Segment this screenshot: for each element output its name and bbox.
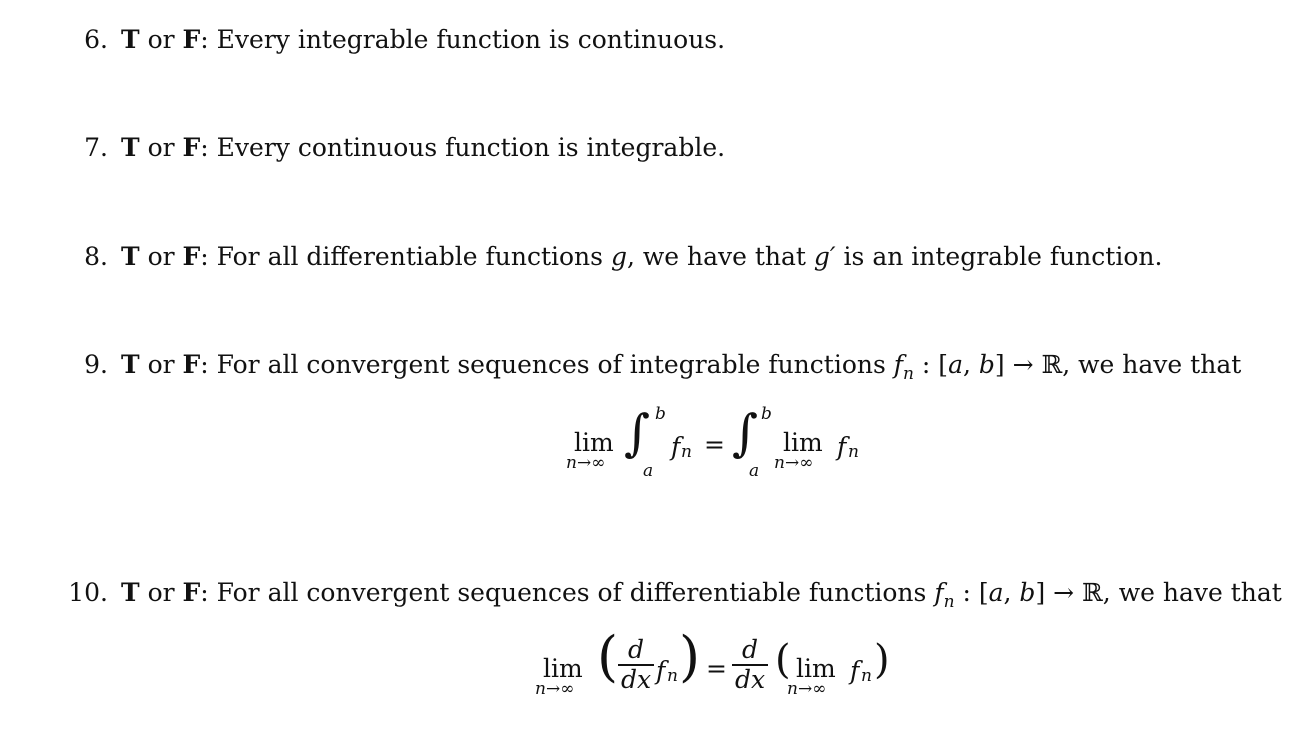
question-number: 10. (68, 578, 108, 607)
limit-subscript: n (861, 666, 872, 686)
comma: , (962, 350, 979, 379)
integral-sign: ∫ (624, 404, 651, 462)
function-subscript: n (667, 666, 678, 686)
left-paren: ( (775, 637, 791, 683)
variable-b: b (1019, 578, 1036, 607)
statement-part: : [ (954, 578, 989, 607)
integrand-subscript: n (681, 442, 692, 462)
statement-part: : For all differentiable functions (200, 242, 611, 271)
equation-9 (560, 400, 880, 485)
question-text (121, 133, 725, 163)
function-f: f (656, 656, 666, 685)
comma: , (1003, 578, 1020, 607)
lower-limit: a (749, 461, 760, 481)
true-option: T (121, 242, 140, 271)
fraction-d-dx (618, 636, 654, 694)
statement-part: : For all convergent sequences of differentiable functions (200, 578, 935, 607)
statement-part: : [ (913, 350, 949, 379)
function-f: f (893, 350, 904, 379)
statement-part: : For all convergent sequences of integrable functions (200, 350, 894, 379)
lim-subscript: n→∞ (787, 679, 827, 699)
variable-g: g (610, 242, 627, 271)
limit-f: f (850, 656, 860, 685)
lim-subscript: n→∞ (774, 453, 814, 473)
or-word: or (147, 350, 175, 379)
question-number: 6. (84, 25, 108, 54)
question-number: 8. (84, 242, 108, 271)
false-option: F (182, 578, 201, 607)
lower-limit: a (643, 461, 654, 481)
integral-sign: ∫ (732, 404, 759, 462)
equals-sign: = (706, 654, 727, 683)
statement: : Every continuous function is integrable. (200, 133, 726, 162)
function-f: f (934, 578, 944, 607)
fraction-d-dx (732, 636, 768, 694)
or-word: or (147, 133, 175, 162)
true-option: T (121, 578, 140, 607)
right-paren: ) (874, 637, 890, 683)
false-option: F (182, 133, 201, 162)
lim-subscript: n→∞ (535, 679, 575, 699)
question-number: 7. (84, 133, 108, 162)
lim-subscript: n→∞ (566, 453, 606, 473)
question-text (121, 242, 1162, 272)
or-word: or (147, 578, 175, 607)
question-number: 9. (84, 350, 108, 379)
statement: : Every integrable function is continuous. (200, 25, 726, 54)
lim-text: lim (783, 428, 823, 457)
left-paren: ( (597, 625, 619, 688)
question-text (121, 578, 1282, 617)
denominator: dx (620, 664, 652, 694)
variable-g-prime: g′ (813, 242, 836, 271)
statement-part: ] → ℝ, we have that (994, 350, 1242, 379)
true-option: T (121, 350, 140, 379)
numerator: d (741, 635, 758, 664)
equals-sign: = (704, 430, 725, 459)
limit-f: f (837, 432, 847, 461)
or-word: or (147, 25, 175, 54)
question-text (121, 25, 725, 55)
false-option: F (182, 350, 201, 379)
true-option: T (121, 133, 140, 162)
variable-a: a (948, 350, 963, 379)
true-option: T (121, 25, 140, 54)
subscript-n: n (903, 364, 914, 384)
subscript-n: n (943, 592, 955, 612)
lim-text: lim (543, 654, 583, 683)
equation-10 (530, 625, 910, 718)
upper-limit: b (761, 404, 772, 424)
upper-limit: b (655, 404, 666, 424)
false-option: F (182, 25, 201, 54)
question-text (121, 350, 1241, 389)
integrand-f: f (671, 432, 681, 461)
lim-text: lim (574, 428, 614, 457)
statement-part: is an integrable function. (835, 242, 1163, 271)
false-option: F (182, 242, 201, 271)
denominator: dx (734, 664, 766, 694)
statement-part: ] → ℝ, we have that (1035, 578, 1282, 607)
variable-b: b (978, 350, 995, 379)
or-word: or (147, 242, 175, 271)
right-paren: ) (679, 625, 701, 688)
lim-text: lim (796, 654, 836, 683)
variable-a: a (988, 578, 1004, 607)
numerator: d (627, 635, 644, 664)
limit-subscript: n (848, 442, 859, 462)
statement-part: , we have that (626, 242, 814, 271)
